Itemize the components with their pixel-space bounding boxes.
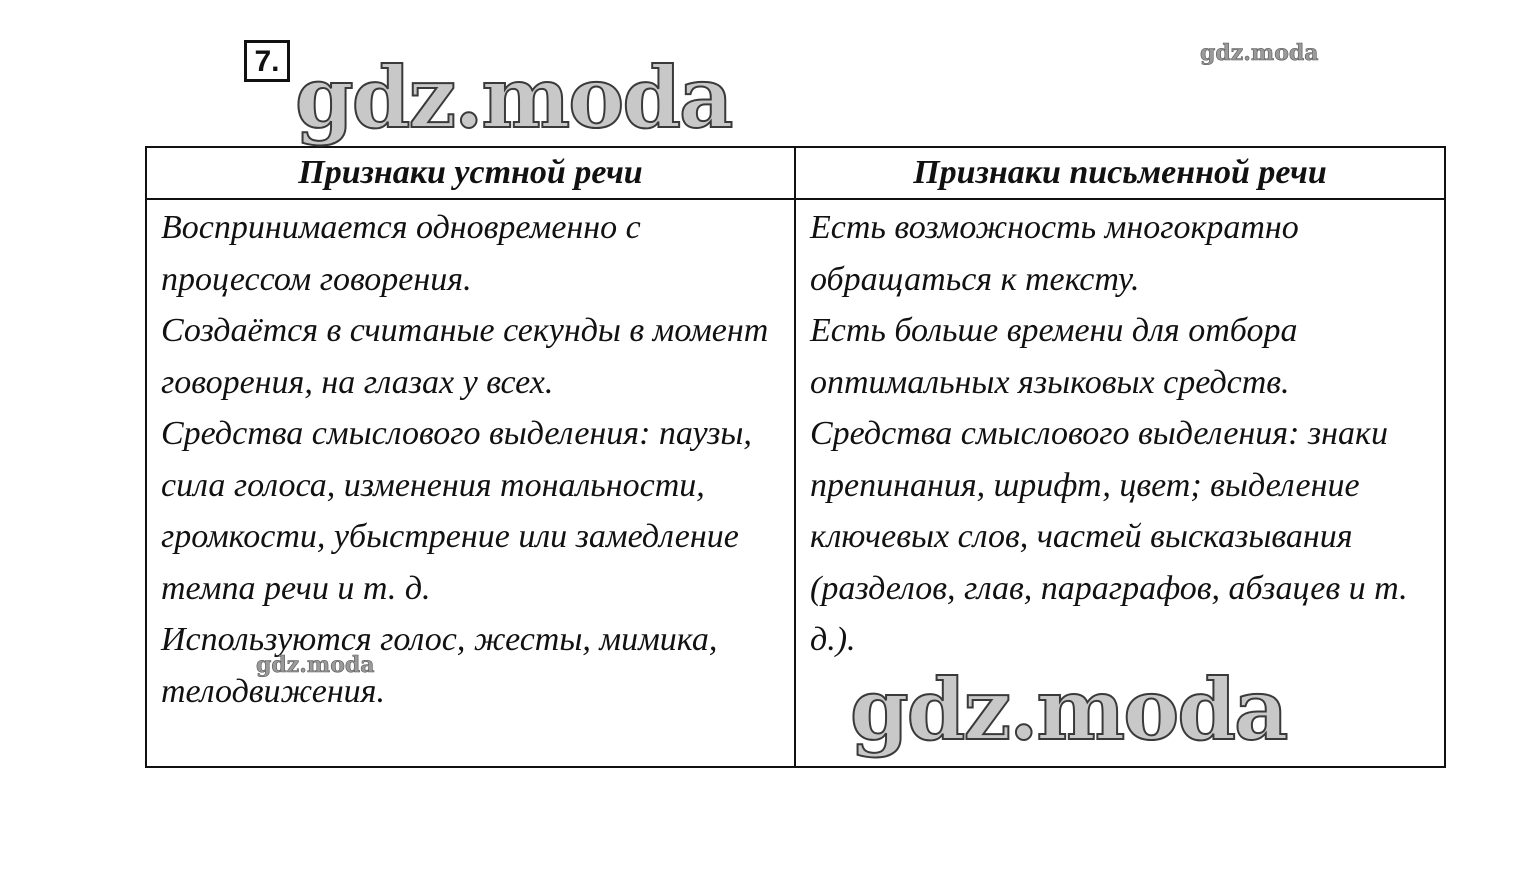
watermark-small: gdz.moda: [1200, 40, 1319, 66]
oral-speech-header: Признаки устной речи: [146, 147, 795, 199]
oral-feature-creation: Создаётся в считаные секунды в момент говорения, на глазах у всех.: [161, 312, 769, 401]
watermark-logo: gdz.moda: [295, 48, 732, 147]
written-speech-header: Признаки письменной речи: [795, 147, 1445, 199]
oral-feature-perception: Воспринимается одновременно с процессом говорения.: [161, 209, 641, 298]
written-feature-rereading: Есть возможность многократно обращаться к тексту.: [810, 209, 1299, 298]
written-speech-cell: [795, 199, 1445, 767]
written-feature-time: Есть больше времени для отбора оптимальных языковых средств.: [810, 312, 1298, 401]
written-feature-emphasis: Средства смыслового выделения: знаки препинания, шрифт, цвет; выделение ключевых слов, частей высказывания (разделов, глав, параграфов, абзацев и т. д.).: [810, 415, 1408, 658]
table-row: [146, 199, 1445, 767]
oral-speech-cell: [146, 199, 795, 767]
oral-feature-emphasis: Средства смыслового выделения: паузы, сила голоса, изменения тональности, громкости, убыстрение или замедление темпа речи и т. д.: [161, 415, 752, 607]
watermark-small: gdz.moda: [256, 652, 375, 678]
task-number: 7.: [244, 40, 290, 82]
comparison-table: [145, 146, 1446, 768]
oral-feature-means: Используются голос, жесты, мимика, телодвижения.: [161, 621, 718, 710]
table-header-row: [146, 147, 1445, 199]
watermark-logo: gdz.moda: [850, 660, 1287, 759]
